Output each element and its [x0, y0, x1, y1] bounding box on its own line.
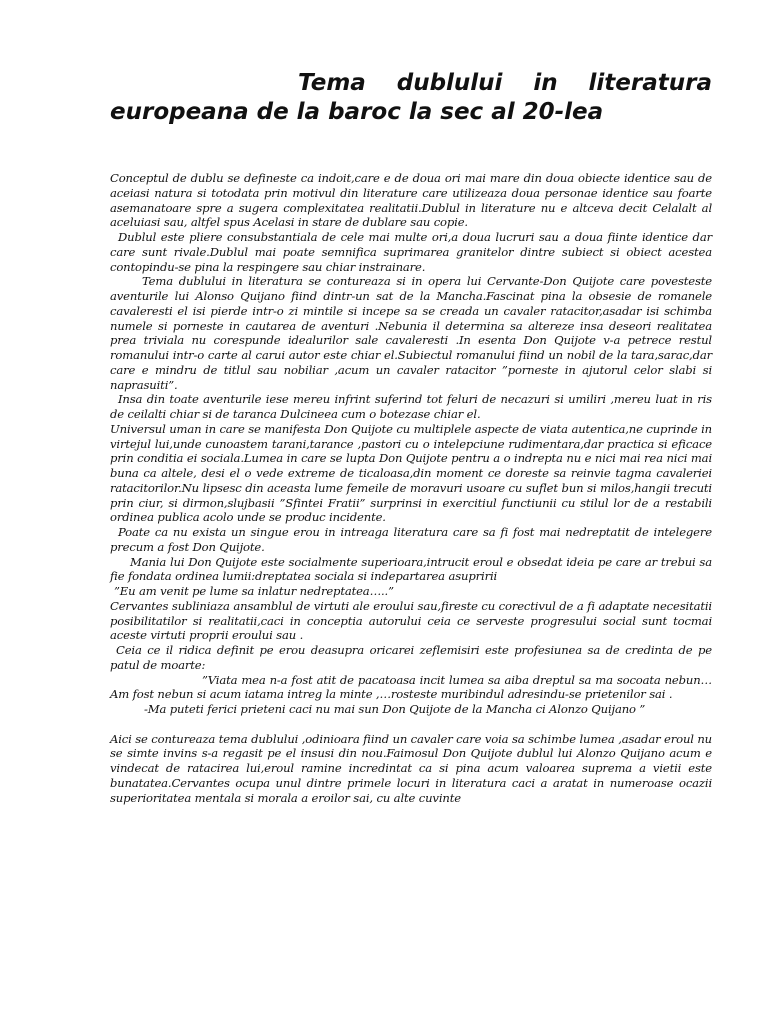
body-paragraph: Poate ca nu exista un singue erou in intreaga literatura care sa fi fost mai nedreptatit de intelegere precum a fost Don Quijote.	[110, 525, 712, 554]
document-title: Tema dublului in literatura europeana de la baroc la sec al 20-lea	[110, 70, 712, 125]
body-paragraph: -Ma puteti ferici prieteni caci nu mai sun Don Quijote de la Mancha ci Alonzo Quijano ”	[144, 702, 646, 716]
body-paragraph: Conceptul de dublu se defineste ca indoit,care e de doua ori mai mare din doua obiecte identice sau de aceiasi natura si totodata prin motivul din literature care utilizeaza doua personae identice sau foarte asemanatoare spre a sugera complexitatea realitatii.Dublul in literature nu e altceva decit Celalalt al aceluiasi sau, altfel spus Acelasi in stare de dublare sau copie.	[110, 171, 712, 230]
body-paragraph: ”Eu am venit pe lume sa inlatur nedreptatea…..”	[114, 584, 394, 598]
body-paragraph: ”Viata mea n-a fost atit de pacatoasa incit lumea sa aiba dreptul sa ma socoata nebun…Am fost nebun si acum iatama intreg la minte ,…rosteste muribindul adresindu-se prietenilor sai .	[110, 672, 712, 702]
body-paragraph: Aici se contureaza tema dublului ,odinioara fiind un cavaler care voia sa schimbe lumea ,asadar eroul nu se simte invins s-a regasit pe el insusi din nou.Faimosul Don Quijote dublul lui Alonzo Quijano acum e vindecat de ratacirea lui,eroul ramine incredintat ca si pina acum valoarea suprema a vietii este bunatatea.Cervantes ocupa unul dintre primele locuri in literatura caci a aratat in numeroase ocazii superioritatea mentala si morala a eroilor sai, cu alte cuvinte	[110, 731, 712, 805]
document-page	[110, 0, 712, 1024]
body-paragraph: Mania lui Don Quijote este socialmente superioara,intrucit eroul e obsedat ideia pe care ar trebui sa fie fondata ordinea lumii:dreptatea sociala si indepartarea asupririi	[110, 554, 712, 584]
document-body	[110, 171, 712, 805]
body-paragraph: Tema dublului in literatura se contureaza si in opera lui Cervante-Don Quijote care povesteste aventurile lui Alonso Quijano fiind dintr-un sat de la Mancha.Fascinat pina la obsesie de romanele cavaleresti el isi pierde intr-o zi mintile si incepe sa se creada un cavaler ratacitor,asadar isi schimba numele si porneste in cautarea de aventuri .Nebunia il determina sa altereze insa deseori realitatea prea triviala nu corespunde idealurilor sale cavaleresti .In esenta Don Quijote v-a petrece restul romanului intr-o carte al carui autor este chiar el.Subiectul romanului fiind un nobil de la tara,sarac,dar care e mindru de titlul sau nobiliar ,acum un cavaler ratacitor ”porneste in ajutorul celor slabi si naprasuiti”.	[110, 274, 712, 392]
body-paragraph: Universul uman in care se manifesta Don Quijote cu multiplele aspecte de viata autentica,ne cuprinde in virtejul lui,unde cunoastem tarani,tarance ,pastori cu o intelepciune rudimentara,dar practica si eficace prin conditia ei sociala.Lumea in care se lupta Don Quijote pentru a o indrepta nu e nici mai rea nici mai buna ca altele, desi el o vede extreme de ticaloasa,din moment ce doreste sa reinvie tagma cavaleriei ratacitorilor.Nu lipsesc din aceasta lume femeile de moravuri usoare cu suflet bun si milos,hangii trecuti prin ciur, si dirmon,slujbasii ”Sfintei Fratii” surprinsi in exercitiul functiunii cu stilul lor de a restabili ordinea publica acolo unde se produc incidente.	[110, 421, 712, 525]
body-paragraph: Insa din toate aventurile iese mereu infrint suferind tot feluri de necazuri si umiliri ,mereu luat in ris de ceilalti chiar si de taranca Dulcineea cum o botezase chiar el.	[110, 392, 712, 421]
body-paragraph: Ceia ce il ridica definit pe erou deasupra oricarei zeflemisiri este profesiunea sa de credinta de pe patul de moarte:	[110, 643, 712, 672]
body-paragraph	[110, 717, 712, 732]
body-paragraph: Dublul este pliere consubstantiala de cele mai multe ori,a doua lucruri sau a doua fiinte identice dar care sunt rivale.Dublul mai poate semnifica suprimarea granitelor dintre subiect si obiect acestea contopindu-se pina la respingere sau chiar instrainare.	[110, 230, 712, 274]
body-paragraph: Cervantes subliniaza ansamblul de virtuti ale eroului sau,fireste cu corectivul de a fi adaptate necesitatii posibilitatilor si realitatii,caci in conceptia autorului ceia ce serveste progresului social sunt tocmai aceste virtuti proprii eroului sau .	[110, 598, 712, 643]
